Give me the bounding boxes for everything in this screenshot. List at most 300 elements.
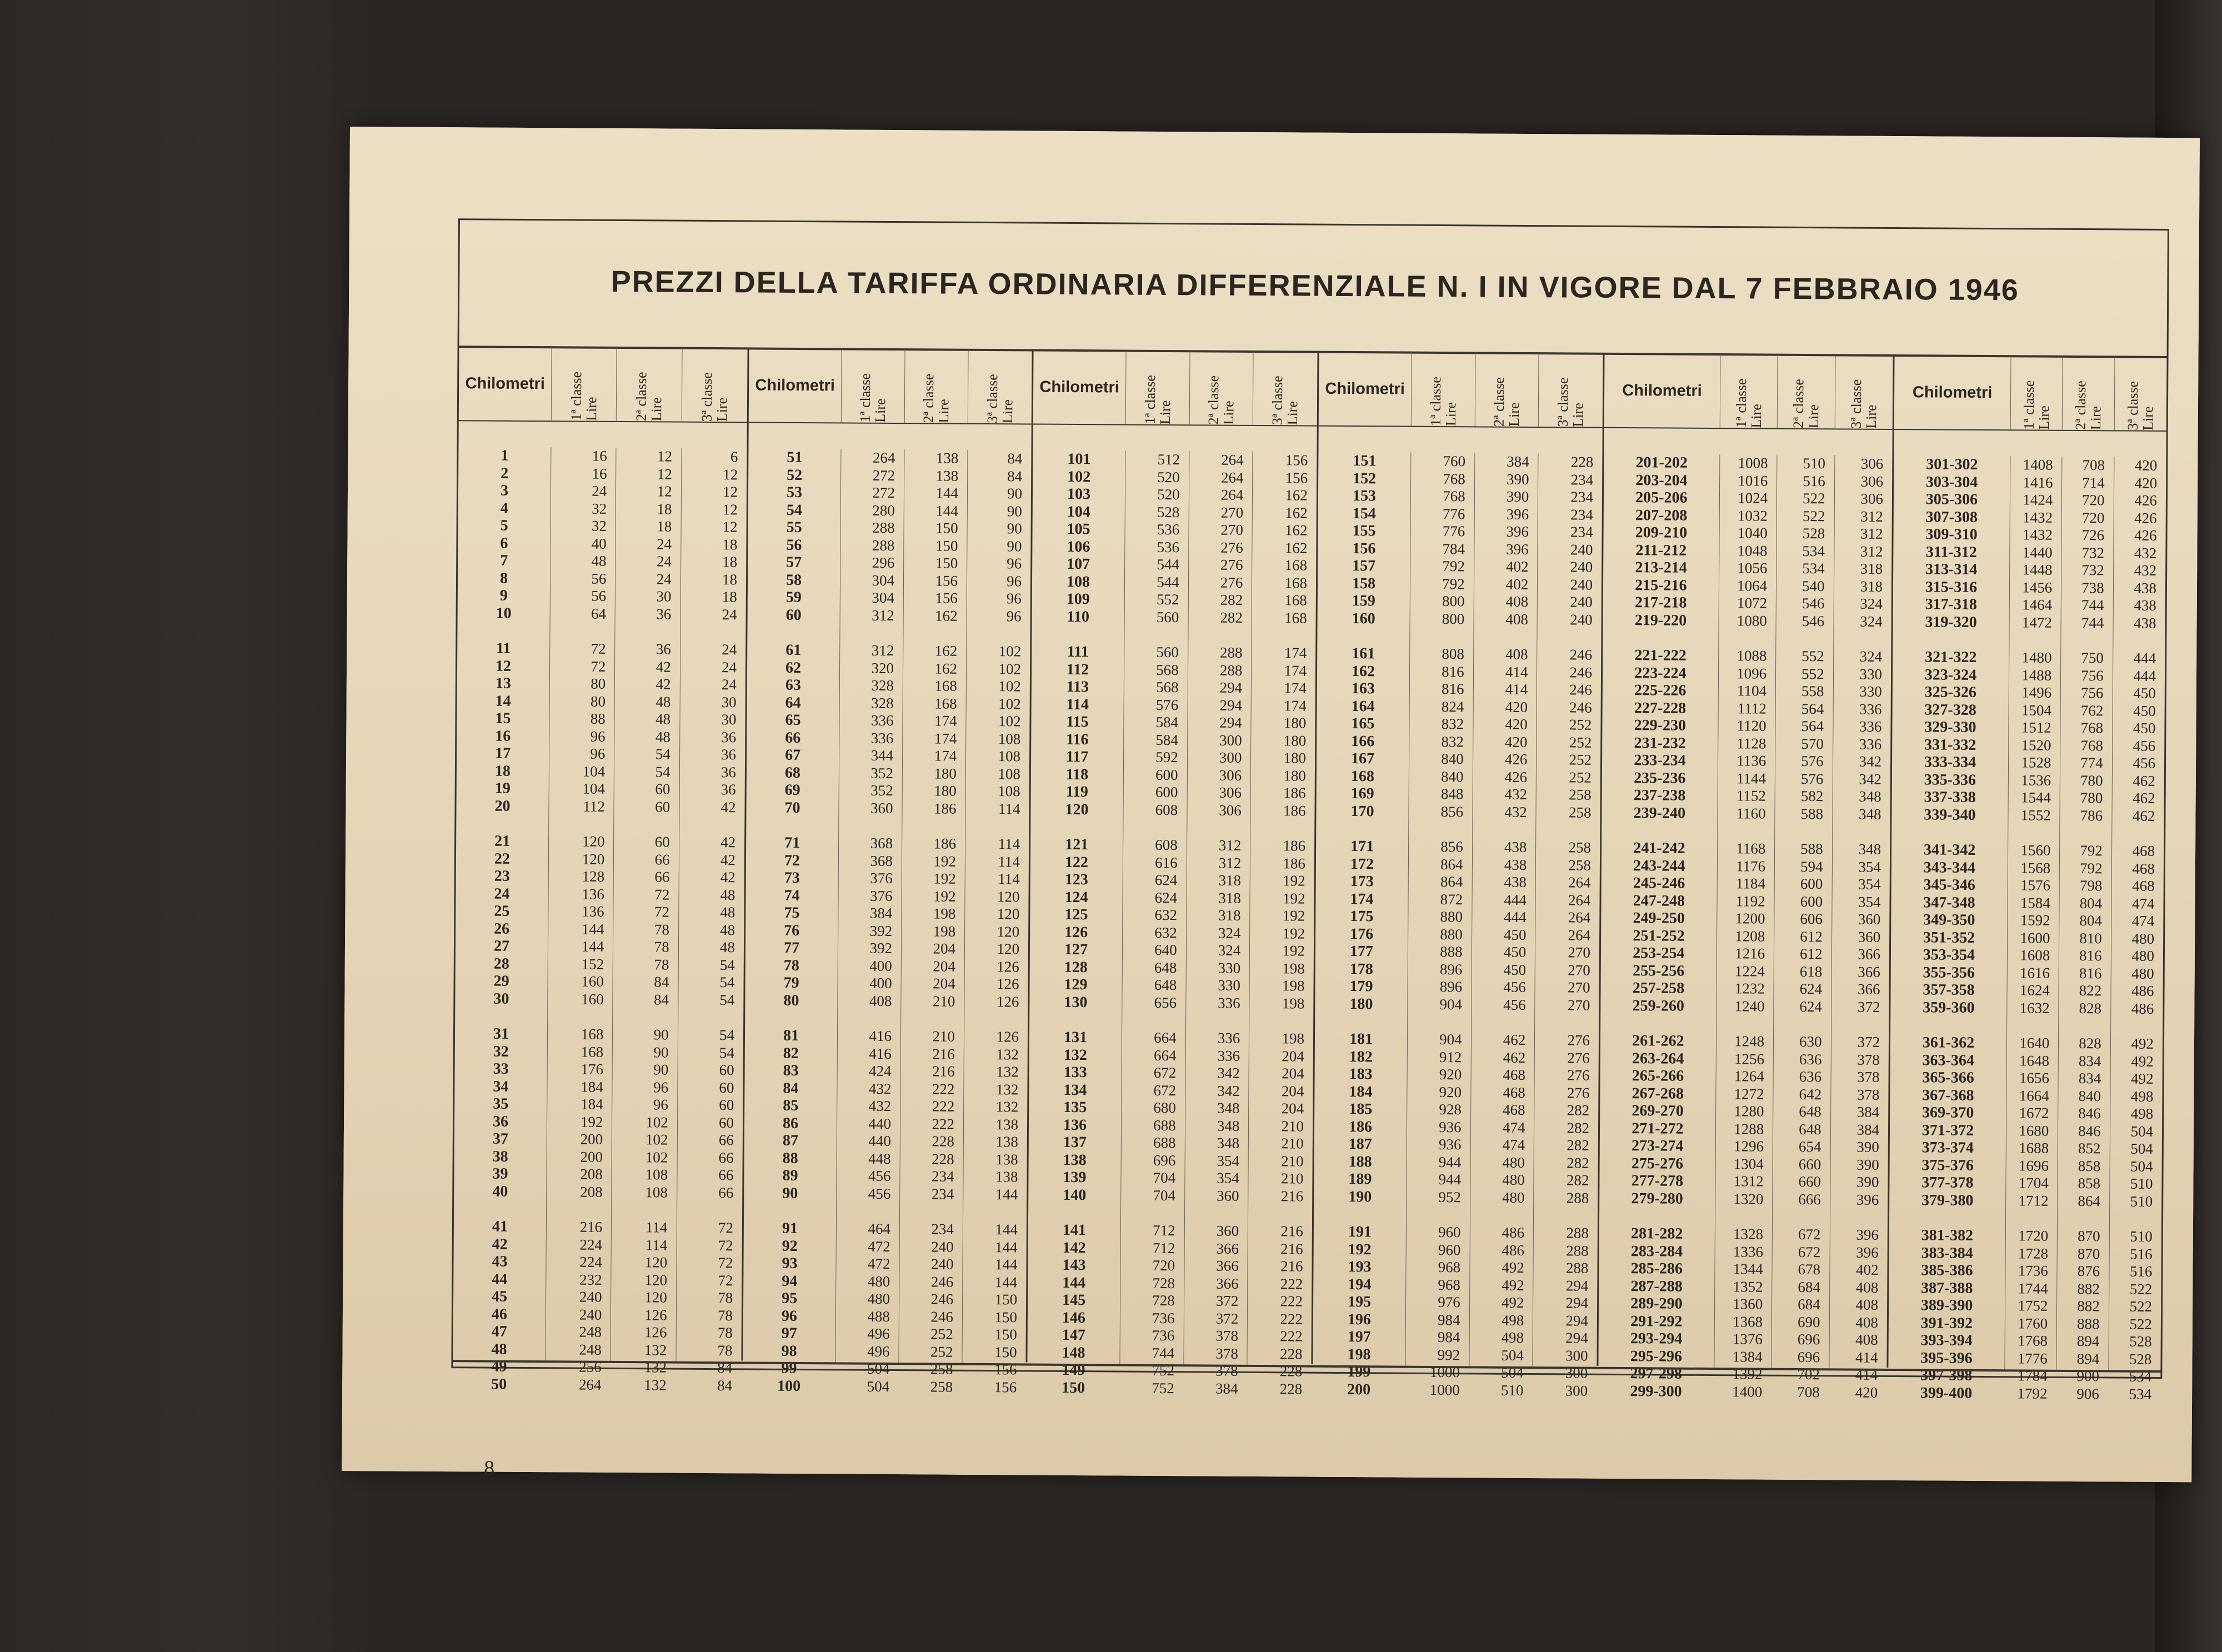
table-group-4 bbox=[1313, 352, 1604, 1399]
price-cell: 24 bbox=[656, 570, 672, 588]
km-cell: 287-288 bbox=[1630, 1277, 1683, 1295]
price-cell: 258 bbox=[1568, 803, 1592, 821]
price-cell: 156 bbox=[935, 572, 958, 589]
price-cell: 904 bbox=[1439, 1031, 1462, 1048]
price-cell: 360 bbox=[1858, 910, 1881, 928]
price-cell: 600 bbox=[1155, 783, 1178, 801]
km-cell: 315-316 bbox=[1925, 578, 1978, 596]
price-cell: 438 bbox=[2134, 597, 2156, 614]
price-cell: 288 bbox=[872, 537, 895, 554]
price-cell: 486 bbox=[2131, 982, 2154, 999]
price-cell: 816 bbox=[2079, 947, 2102, 964]
price-cell: 136 bbox=[582, 903, 604, 920]
price-cell: 408 bbox=[1505, 593, 1529, 610]
row-block bbox=[2060, 649, 2113, 825]
price-cell: 816 bbox=[1442, 663, 1464, 680]
price-cell: 132 bbox=[644, 1359, 667, 1376]
price-cell: 114 bbox=[998, 853, 1020, 870]
price-cell: 294 bbox=[1219, 679, 1243, 696]
km-cell: 116 bbox=[1065, 730, 1089, 748]
km-cell: 126 bbox=[1064, 923, 1088, 941]
price-cell: 72 bbox=[718, 1254, 733, 1271]
price-cell: 408 bbox=[1505, 610, 1529, 628]
price-cell: 72 bbox=[590, 658, 606, 675]
price-cell: 420 bbox=[2134, 474, 2158, 492]
group-header bbox=[749, 348, 1032, 424]
km-cell: 74 bbox=[784, 887, 800, 904]
price-cell: 636 bbox=[1799, 1068, 1822, 1085]
price-cell: 504 bbox=[1501, 1364, 1524, 1381]
price-column-c3 bbox=[962, 450, 1031, 1395]
row-block bbox=[965, 643, 1030, 818]
price-cell: 138 bbox=[935, 467, 959, 484]
price-cell: 366 bbox=[1858, 945, 1881, 963]
price-cell: 392 bbox=[869, 939, 893, 957]
price-cell: 396 bbox=[1856, 1191, 1879, 1208]
km-cell: 133 bbox=[1063, 1063, 1087, 1082]
km-cell: 100 bbox=[777, 1377, 801, 1395]
price-cell: 696 bbox=[1153, 1152, 1176, 1169]
price-cell: 144 bbox=[994, 1273, 1018, 1290]
price-cell: 126 bbox=[997, 958, 1019, 975]
km-cell: 23 bbox=[494, 867, 510, 885]
km-cell: 305-306 bbox=[1925, 490, 1978, 508]
price-cell: 672 bbox=[1153, 1082, 1177, 1099]
price-cell: 1792 bbox=[2017, 1384, 2048, 1402]
price-cell: 1712 bbox=[2018, 1192, 2049, 1209]
price-cell: 448 bbox=[868, 1150, 891, 1167]
price-cell: 246 bbox=[930, 1290, 954, 1308]
price-cell: 858 bbox=[2078, 1157, 2101, 1174]
price-cell: 426 bbox=[2134, 509, 2157, 527]
price-cell: 1680 bbox=[2019, 1122, 2049, 1139]
header-prima-classe bbox=[1126, 351, 1190, 425]
km-cell: 51 bbox=[787, 448, 803, 466]
row-block bbox=[2010, 456, 2062, 632]
price-cell: 96 bbox=[1006, 607, 1022, 624]
price-cell: 744 bbox=[2081, 614, 2104, 631]
price-cell: 138 bbox=[995, 1150, 1018, 1168]
price-cell: 240 bbox=[579, 1306, 602, 1323]
price-cell: 42 bbox=[720, 834, 736, 851]
price-cell: 240 bbox=[1570, 575, 1593, 593]
price-cell: 408 bbox=[869, 992, 892, 1009]
km-cell: 1 bbox=[501, 447, 509, 464]
price-cell: 264 bbox=[872, 449, 895, 467]
price-cell: 648 bbox=[1154, 959, 1177, 976]
km-cell: 277-278 bbox=[1631, 1172, 1684, 1190]
price-cell: 396 bbox=[1856, 1226, 1879, 1243]
row-block bbox=[1598, 1225, 1715, 1400]
price-cell: 528 bbox=[1802, 524, 1825, 542]
price-cell: 560 bbox=[1156, 643, 1179, 661]
price-cell: 96 bbox=[590, 745, 605, 762]
price-cell: 174 bbox=[934, 712, 957, 729]
row-block bbox=[1185, 1029, 1249, 1205]
price-cell: 234 bbox=[931, 1185, 954, 1203]
row-block bbox=[962, 1221, 1027, 1396]
price-cell: 846 bbox=[2078, 1105, 2101, 1122]
km-cell: 357-358 bbox=[1923, 981, 1975, 999]
price-cell: 36 bbox=[720, 763, 737, 780]
price-cell: 200 bbox=[580, 1148, 603, 1165]
price-cell: 864 bbox=[1440, 873, 1463, 890]
price-cell: 1576 bbox=[2020, 877, 2051, 894]
price-cell: 224 bbox=[579, 1253, 602, 1270]
km-cell: 101 bbox=[1067, 450, 1091, 468]
price-cell: 304 bbox=[872, 589, 894, 607]
km-cell: 79 bbox=[783, 974, 799, 992]
price-cell: 984 bbox=[1437, 1329, 1460, 1346]
price-cell: 904 bbox=[1439, 995, 1463, 1013]
row-block bbox=[612, 1026, 678, 1202]
km-cell: 397-398 bbox=[1920, 1366, 1973, 1384]
price-cell: 210 bbox=[932, 1028, 955, 1045]
price-cell: 204 bbox=[1282, 1065, 1304, 1082]
km-cell: 255-256 bbox=[1632, 962, 1685, 980]
price-cell: 120 bbox=[644, 1271, 668, 1289]
price-cell: 720 bbox=[2081, 509, 2105, 526]
row-block bbox=[1773, 1033, 1830, 1209]
price-cell: 498 bbox=[2130, 1105, 2154, 1122]
price-cell: 168 bbox=[1284, 574, 1308, 592]
price-cell: 232 bbox=[579, 1271, 602, 1288]
km-cell: 12 bbox=[495, 657, 512, 675]
km-cell: 275-276 bbox=[1631, 1154, 1684, 1173]
price-cell: 1536 bbox=[2021, 771, 2051, 789]
price-cell: 680 bbox=[1153, 1099, 1177, 1117]
row-block bbox=[1537, 646, 1602, 822]
price-cell: 270 bbox=[1220, 504, 1244, 521]
row-block bbox=[2058, 1035, 2110, 1210]
price-cell: 1688 bbox=[2019, 1139, 2049, 1157]
header-terza-classe bbox=[1539, 353, 1603, 427]
price-cell: 570 bbox=[1801, 735, 1824, 752]
price-cell: 608 bbox=[1155, 801, 1178, 818]
price-cell: 1024 bbox=[1738, 489, 1768, 507]
price-cell: 24 bbox=[722, 605, 737, 623]
price-cell: 168 bbox=[934, 677, 957, 694]
price-cell: 132 bbox=[644, 1341, 667, 1359]
price-cell: 536 bbox=[1157, 520, 1180, 538]
price-cell: 432 bbox=[2134, 562, 2157, 579]
price-cell: 856 bbox=[1440, 803, 1464, 820]
price-cell: 600 bbox=[1800, 893, 1823, 910]
price-cell: 384 bbox=[1856, 1103, 1880, 1120]
price-cell: 392 bbox=[869, 922, 893, 939]
price-cell: 372 bbox=[1215, 1292, 1239, 1309]
row-block bbox=[615, 448, 681, 623]
row-block bbox=[1315, 838, 1408, 1013]
km-cell: 333-334 bbox=[1924, 753, 1976, 771]
price-cell: 352 bbox=[870, 782, 893, 799]
price-cell: 516 bbox=[1803, 472, 1825, 489]
km-cell: 199 bbox=[1347, 1363, 1371, 1381]
km-cell: 171 bbox=[1350, 838, 1374, 855]
price-cell: 732 bbox=[2081, 562, 2104, 579]
price-cell: 798 bbox=[2079, 877, 2103, 894]
km-cell: 52 bbox=[787, 466, 803, 484]
price-cell: 80 bbox=[590, 675, 606, 692]
km-cell: 319-320 bbox=[1925, 613, 1977, 631]
header-label: 3ª classe Lire bbox=[698, 372, 730, 422]
price-cell: 162 bbox=[1285, 504, 1308, 522]
price-cell: 480 bbox=[2131, 965, 2154, 982]
price-cell: 664 bbox=[1154, 1029, 1177, 1047]
price-cell: 944 bbox=[1438, 1153, 1462, 1170]
price-cell: 390 bbox=[1506, 488, 1529, 505]
price-cell: 752 bbox=[1152, 1379, 1174, 1396]
price-cell: 510 bbox=[1500, 1381, 1524, 1399]
row-block bbox=[676, 1219, 742, 1395]
km-cell: 329-330 bbox=[1924, 718, 1976, 736]
price-cell: 282 bbox=[1220, 609, 1243, 626]
km-cell: 387-388 bbox=[1921, 1279, 1973, 1297]
price-cell: 174 bbox=[1284, 697, 1307, 714]
km-cell: 353-354 bbox=[1923, 946, 1975, 964]
km-cell: 307-308 bbox=[1925, 508, 1978, 526]
row-block bbox=[967, 450, 1032, 625]
price-cell: 336 bbox=[1217, 1029, 1240, 1047]
price-cell: 834 bbox=[2078, 1052, 2101, 1069]
price-cell: 774 bbox=[2080, 754, 2103, 772]
price-cell: 366 bbox=[1858, 963, 1880, 980]
price-cell: 12 bbox=[723, 465, 738, 483]
km-cell: 131 bbox=[1063, 1028, 1088, 1047]
price-cell: 54 bbox=[655, 745, 670, 763]
price-cell: 276 bbox=[1567, 1067, 1590, 1084]
price-cell: 162 bbox=[934, 642, 958, 659]
price-cell: 228 bbox=[932, 1150, 954, 1168]
header-terza-classe bbox=[2114, 357, 2166, 430]
price-cell: 444 bbox=[1504, 908, 1527, 925]
price-cell: 534 bbox=[2129, 1385, 2152, 1403]
price-cell: 800 bbox=[1442, 610, 1465, 627]
price-cell: 348 bbox=[1858, 805, 1881, 823]
price-cell: 1280 bbox=[1734, 1103, 1764, 1120]
header-label: 1ª classe Lire bbox=[2020, 380, 2053, 430]
km-cell: 128 bbox=[1064, 958, 1088, 976]
price-cell: 198 bbox=[1282, 959, 1305, 977]
price-cell: 632 bbox=[1154, 924, 1177, 941]
km-cell: 263-264 bbox=[1632, 1049, 1684, 1068]
km-cell: 55 bbox=[786, 518, 802, 536]
price-cell: 1168 bbox=[1736, 840, 1766, 857]
price-cell: 640 bbox=[1154, 941, 1177, 959]
km-cell: 279-280 bbox=[1631, 1189, 1683, 1208]
price-cell: 492 bbox=[1502, 1276, 1524, 1294]
price-cell: 642 bbox=[1799, 1085, 1822, 1103]
price-cell: 1624 bbox=[2019, 982, 2050, 999]
km-cell: 179 bbox=[1349, 978, 1373, 995]
row-block bbox=[1714, 1225, 1772, 1401]
price-cell: 144 bbox=[581, 938, 604, 955]
price-cell: 78 bbox=[654, 920, 669, 938]
price-cell: 804 bbox=[2079, 894, 2103, 912]
km-cell: 182 bbox=[1349, 1048, 1373, 1065]
km-cell: 245-246 bbox=[1633, 874, 1685, 892]
row-block bbox=[1473, 645, 1537, 821]
km-cell: 389-390 bbox=[1920, 1296, 1973, 1314]
row-block bbox=[454, 1025, 547, 1200]
price-cell: 1184 bbox=[1735, 875, 1766, 892]
price-cell: 906 bbox=[2076, 1385, 2099, 1402]
price-cell: 402 bbox=[1855, 1261, 1879, 1278]
price-cell: 192 bbox=[1282, 907, 1305, 924]
km-cell: 190 bbox=[1348, 1188, 1372, 1205]
row-block bbox=[2110, 1035, 2163, 1210]
price-cell: 24 bbox=[656, 553, 672, 570]
km-cell: 363-364 bbox=[1922, 1051, 1975, 1069]
price-cell: 252 bbox=[930, 1325, 953, 1343]
price-cell: 120 bbox=[582, 850, 605, 868]
price-cell: 456 bbox=[868, 1185, 891, 1202]
price-cell: 222 bbox=[932, 1098, 955, 1115]
km-cell: 213-214 bbox=[1635, 559, 1687, 577]
price-cell: 420 bbox=[1505, 715, 1528, 733]
price-cell: 288 bbox=[1219, 662, 1243, 679]
price-cell: 936 bbox=[1439, 1118, 1462, 1135]
price-cell: 546 bbox=[1801, 612, 1825, 629]
price-cell: 568 bbox=[1155, 678, 1179, 696]
price-cell: 1432 bbox=[2022, 508, 2053, 526]
km-cell: 157 bbox=[1352, 557, 1376, 575]
price-cell: 438 bbox=[1504, 838, 1527, 855]
km-cell: 108 bbox=[1066, 573, 1090, 590]
price-cell: 144 bbox=[581, 920, 604, 938]
price-cell: 96 bbox=[1007, 555, 1022, 572]
km-cell: 231-232 bbox=[1634, 734, 1686, 752]
km-cell: 106 bbox=[1067, 538, 1090, 555]
price-cell: 534 bbox=[1802, 542, 1825, 559]
km-cell: 271-272 bbox=[1632, 1119, 1684, 1138]
price-cell: 248 bbox=[579, 1323, 602, 1340]
row-block bbox=[1535, 839, 1600, 1014]
price-cell: 336 bbox=[1217, 1047, 1240, 1064]
price-cell: 1016 bbox=[1738, 472, 1768, 489]
price-cell: 1352 bbox=[1733, 1278, 1763, 1295]
row-block bbox=[551, 447, 616, 623]
row-block bbox=[1534, 1032, 1599, 1207]
price-cell: 294 bbox=[1219, 697, 1243, 714]
km-cell: 172 bbox=[1350, 855, 1374, 873]
price-cell: 960 bbox=[1438, 1241, 1461, 1258]
price-cell: 246 bbox=[930, 1273, 954, 1290]
km-cell: 321-322 bbox=[1924, 648, 1977, 666]
price-cell: 1360 bbox=[1733, 1295, 1763, 1313]
price-cell: 810 bbox=[2079, 929, 2102, 947]
km-cell: 227-228 bbox=[1634, 699, 1686, 717]
price-cell: 72 bbox=[654, 903, 670, 920]
price-cell: 1272 bbox=[1734, 1085, 1764, 1103]
price-column-c1 bbox=[1405, 453, 1475, 1398]
km-cell: 137 bbox=[1063, 1133, 1087, 1152]
km-cell: 17 bbox=[495, 744, 511, 762]
price-cell: 48 bbox=[719, 939, 735, 956]
price-cell: 336 bbox=[870, 729, 894, 747]
price-cell: 144 bbox=[995, 1238, 1018, 1255]
price-cell: 30 bbox=[721, 711, 737, 728]
price-cell: 438 bbox=[1504, 856, 1527, 873]
price-cell: 558 bbox=[1801, 682, 1824, 700]
km-cell: 7 bbox=[500, 552, 508, 569]
price-cell: 544 bbox=[1157, 555, 1179, 573]
price-cell: 564 bbox=[1801, 700, 1824, 717]
km-cell: 60 bbox=[785, 606, 802, 624]
km-cell: 391-392 bbox=[1920, 1314, 1973, 1332]
km-cell: 253-254 bbox=[1633, 944, 1685, 962]
km-cell: 309-310 bbox=[1925, 525, 1978, 543]
km-cell: 24 bbox=[494, 885, 510, 903]
km-cell: 42 bbox=[492, 1235, 508, 1253]
price-cell: 210 bbox=[1280, 1170, 1304, 1187]
price-cell: 330 bbox=[1218, 959, 1241, 977]
price-cell: 1400 bbox=[1732, 1383, 1763, 1400]
km-cell: 14 bbox=[495, 692, 511, 710]
km-cell: 269-270 bbox=[1632, 1102, 1684, 1120]
price-cell: 396 bbox=[1506, 505, 1529, 523]
price-cell: 288 bbox=[872, 519, 895, 537]
km-cell: 249-250 bbox=[1633, 909, 1685, 927]
km-cell: 29 bbox=[493, 972, 509, 990]
price-cell: 180 bbox=[1283, 767, 1306, 784]
price-cell: 222 bbox=[1280, 1310, 1303, 1328]
price-cell: 330 bbox=[1859, 683, 1882, 700]
price-cell: 432 bbox=[868, 1080, 892, 1097]
price-column-c3 bbox=[2109, 457, 2166, 1403]
price-cell: 258 bbox=[930, 1378, 953, 1395]
row-block bbox=[2111, 842, 2164, 1018]
price-cell: 600 bbox=[1800, 875, 1823, 893]
header-seconda-classe bbox=[2063, 357, 2115, 430]
km-cell: 311-312 bbox=[1925, 543, 1977, 561]
km-cell: 127 bbox=[1064, 940, 1088, 959]
price-cell: 492 bbox=[1501, 1294, 1524, 1311]
km-cell: 135 bbox=[1063, 1098, 1087, 1117]
price-cell: 120 bbox=[997, 888, 1020, 905]
price-cell: 150 bbox=[994, 1343, 1017, 1360]
km-cell: 379-380 bbox=[1921, 1191, 1974, 1209]
price-cell: 318 bbox=[1218, 889, 1241, 907]
price-cell: 780 bbox=[2080, 772, 2103, 789]
price-cell: 162 bbox=[1284, 539, 1308, 557]
row-block bbox=[1833, 648, 1891, 823]
price-cell: 408 bbox=[1855, 1331, 1878, 1348]
price-cell: 720 bbox=[1152, 1256, 1175, 1274]
row-block bbox=[1470, 1031, 1535, 1207]
price-cell: 144 bbox=[995, 1221, 1018, 1238]
km-cell: 261-262 bbox=[1632, 1032, 1684, 1050]
km-cell: 19 bbox=[494, 779, 511, 797]
km-cell: 184 bbox=[1349, 1083, 1373, 1100]
price-cell: 144 bbox=[995, 1185, 1018, 1203]
price-cell: 1128 bbox=[1736, 734, 1766, 752]
price-cell: 60 bbox=[654, 833, 670, 850]
price-cell: 288 bbox=[1565, 1259, 1589, 1276]
price-cell: 272 bbox=[872, 467, 895, 484]
price-cell: 210 bbox=[1281, 1135, 1304, 1152]
price-cell: 252 bbox=[930, 1343, 953, 1360]
price-cell: 282 bbox=[1567, 1137, 1589, 1154]
km-cell: 153 bbox=[1352, 487, 1377, 505]
row-block bbox=[1252, 452, 1317, 627]
price-cell: 708 bbox=[1797, 1383, 1820, 1400]
price-cell: 312 bbox=[1218, 854, 1242, 872]
price-cell: 1728 bbox=[2018, 1244, 2049, 1262]
row-block bbox=[1122, 837, 1187, 1012]
price-cell: 48 bbox=[591, 552, 607, 569]
price-cell: 1416 bbox=[2023, 473, 2053, 491]
